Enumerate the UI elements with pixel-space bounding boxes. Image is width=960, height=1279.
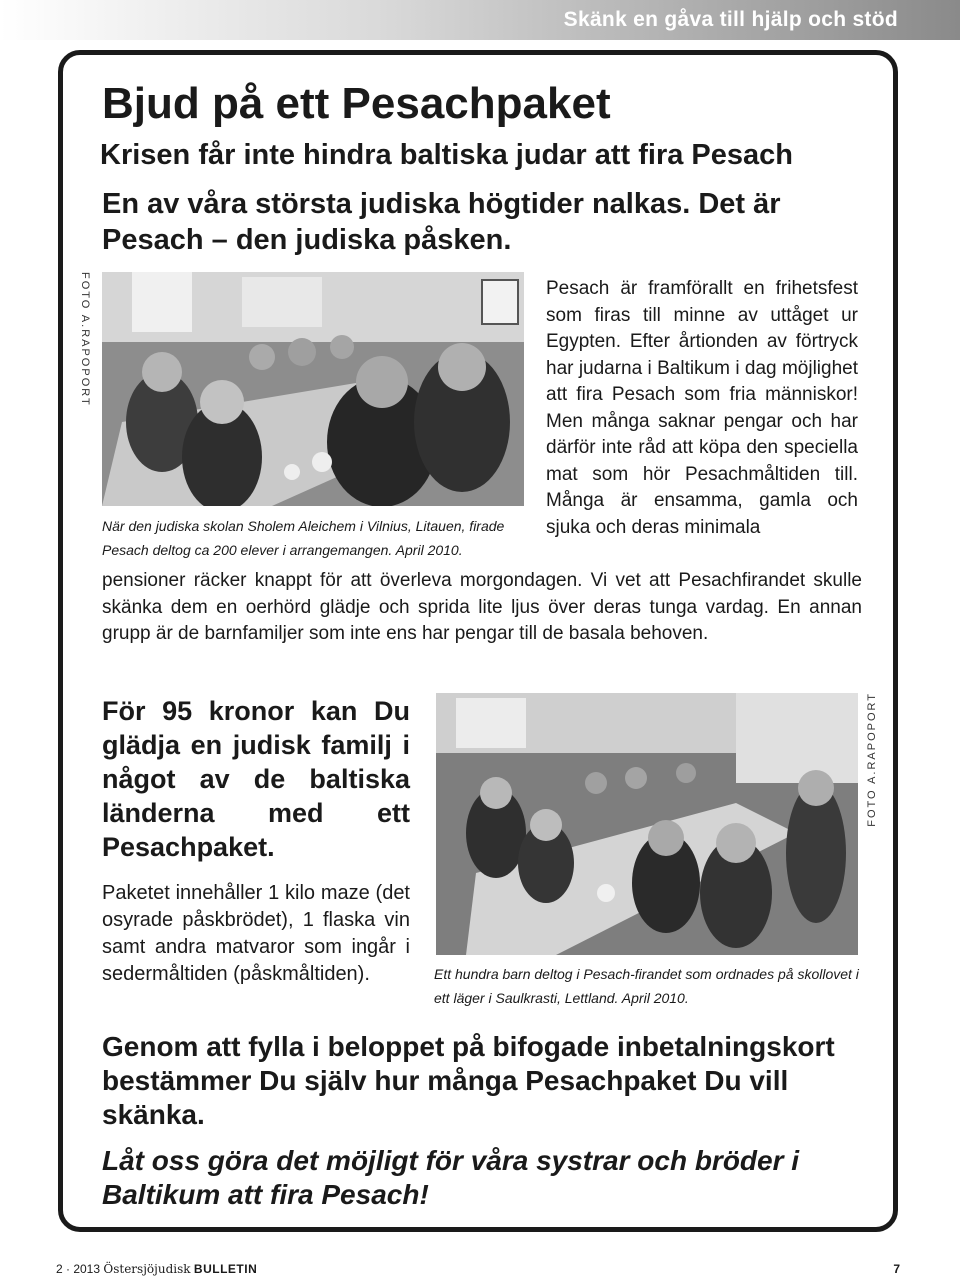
body-column-text: Pesach är framförallt en frihetsfest som firas till minne av uttåget ur Egypten. Efter årtionden av förtryck har judarna i Baltikum i dag möjlighet att fira Pesach som fria människor! Men många saknar pengar och har därför inte råd att köpa den speciella mat som hör Pesachmåltiden till. Många är ensamma, gamla och sjuka och deras minimala xyxy=(546,278,858,538)
photo-caption-2: Ett hundra barn deltog i Pesach-firandet som ordnades på skollovet i ett läger i Saulkrasti, Lettland. April 2010. xyxy=(434,966,859,1006)
body-wide-text: pensioner räcker knappt för att överleva morgondagen. Vi vet att Pesachfirandet skulle skänka dem en oerhörd glädje och sprida lite ljus över deras tunga vardag. En annan grupp är de barnfamiljer som inte ens har pengar till de basala behoven. xyxy=(102,570,862,644)
page-number: 7 xyxy=(893,1262,900,1276)
photo-credit-2: FOTO A.RAPOPORT xyxy=(866,692,878,827)
footer-publication: Östersjöjudisk xyxy=(103,1262,191,1276)
article-title: Bjud på ett Pesachpaket xyxy=(102,79,611,128)
photo-camp-pesach xyxy=(436,693,858,955)
article-lead: En av våra största judiska högtider nalkas. Det är Pesach – den judiska påsken. xyxy=(102,188,781,256)
photo-credit-1: FOTO A.RAPOPORT xyxy=(79,272,91,407)
page-footer xyxy=(56,1262,257,1276)
photo-school-pesach-image xyxy=(102,272,524,506)
offer-text: För 95 kronor kan Du glädja en judisk familj i något av de baltiska länderna med ett Pesachpaket. xyxy=(102,696,410,862)
article-subtitle: Krisen får inte hindra baltiska judar att fira Pesach xyxy=(100,139,793,171)
closing-text: Låt oss göra det möjligt för våra systrar och bröder i Baltikum att fira Pesach! xyxy=(102,1145,800,1210)
footer-issue: 2 · 2013 xyxy=(56,1262,101,1276)
footer-brand: BULLETIN xyxy=(193,1262,258,1276)
photo-school-pesach xyxy=(102,272,524,506)
photo-camp-pesach-image xyxy=(436,693,858,955)
section-banner xyxy=(0,0,960,40)
package-contents-text: Paketet innehåller 1 kilo maze (det osyrade påskbrödet), 1 flaska vin samt andra matvaror som ingår i sedermåltiden (påskmåltiden). xyxy=(102,882,410,985)
section-kicker: Skänk en gåva till hjälp och stöd xyxy=(563,8,898,31)
photo-caption-1: När den judiska skolan Sholem Aleichem i Vilnius, Litauen, firade Pesach deltog ca 200 elever i arrangemangen. April 2010. xyxy=(102,518,505,558)
call-to-action-text: Genom att fylla i beloppet på bifogade inbetalningskort bestämmer Du själv hur många Pesachpaket Du vill skänka. xyxy=(102,1031,835,1130)
